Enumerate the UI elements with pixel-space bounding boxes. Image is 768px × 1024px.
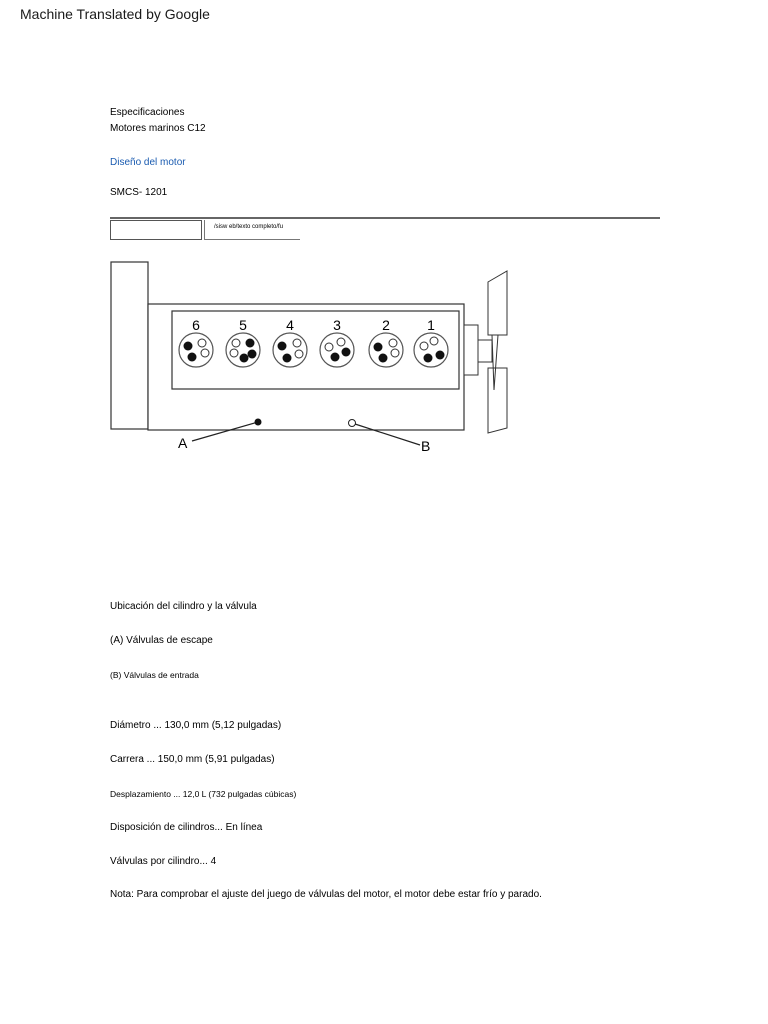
- legend-b: (B) Válvulas de entrada: [110, 670, 199, 680]
- callout-a-label: A: [178, 435, 188, 451]
- flywheel-housing: [111, 262, 148, 429]
- spec-bore: Diámetro ... 130,0 mm (5,12 pulgadas): [110, 720, 282, 731]
- machine-translated-banner: Machine Translated by Google: [20, 6, 210, 22]
- front-shaft: [478, 340, 492, 362]
- cylinder-number: 6: [192, 317, 200, 333]
- spec-stroke: Carrera ... 150,0 mm (5,91 pulgadas): [110, 754, 275, 765]
- section-title: Especificaciones: [110, 107, 185, 118]
- engine-model: Motores marinos C12: [110, 123, 206, 134]
- cylinder-number: 3: [333, 317, 341, 333]
- smcs-code: SMCS- 1201: [110, 187, 168, 198]
- fan-blade-bottom: [488, 368, 507, 433]
- figure-caption: Ubicación del cilindro y la válvula: [110, 601, 257, 612]
- callout-a-dot: [255, 419, 262, 426]
- spec-arrangement: Disposición de cilindros... En línea: [110, 822, 263, 833]
- cylinder-number: 4: [286, 317, 294, 333]
- spec-valves: Válvulas por cilindro... 4: [110, 856, 217, 867]
- note-text: Nota: Para comprobar el ajuste del juego de válvulas del motor, el motor debe estar frío y parado.: [110, 889, 542, 900]
- engine-design-link[interactable]: Diseño del motor: [110, 157, 186, 168]
- spec-displacement: Desplazamiento ... 12,0 L (732 pulgadas cúbicas): [110, 789, 297, 799]
- path-text: /sisw eb/texto completo/fu: [214, 224, 284, 230]
- cylinder-number: 5: [239, 317, 247, 333]
- cylinder-number: 1: [427, 317, 435, 333]
- fan-blade-top: [488, 271, 507, 335]
- legend-a: (A) Válvulas de escape: [110, 635, 213, 646]
- callout-b-dot: [349, 420, 356, 427]
- front-hub: [464, 325, 478, 375]
- callout-b-label: B: [421, 438, 431, 454]
- cylinder-number: 2: [382, 317, 390, 333]
